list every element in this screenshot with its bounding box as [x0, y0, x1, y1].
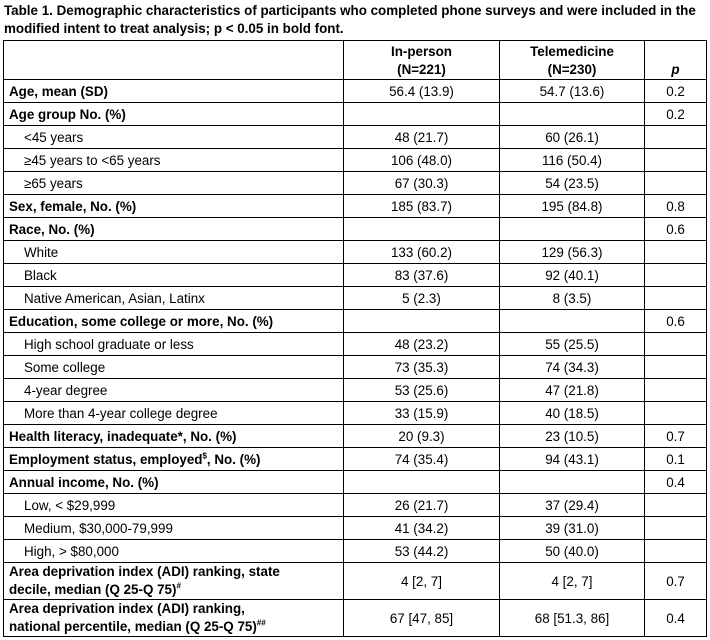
in-person-value: 20 (9.3)	[344, 425, 500, 448]
row-label: Native American, Asian, Latinx	[4, 287, 344, 310]
row-label	[4, 448, 344, 471]
row-label-line1: Area deprivation index (ADI) ranking, state	[9, 564, 280, 579]
p-value: 0.2	[645, 103, 707, 126]
in-person-value: 4 [2, 7]	[344, 563, 500, 600]
telemedicine-value: 54.7 (13.6)	[500, 80, 645, 103]
p-value: 0.4	[645, 471, 707, 494]
p-value: 0.1	[645, 448, 707, 471]
table-header-row	[4, 41, 707, 80]
in-person-value: 185 (83.7)	[344, 195, 500, 218]
telemedicine-value: 50 (40.0)	[500, 540, 645, 563]
table-row	[4, 517, 707, 540]
telemedicine-value: 47 (21.8)	[500, 379, 645, 402]
table-row	[4, 218, 707, 241]
telemedicine-value: 195 (84.8)	[500, 195, 645, 218]
row-label: Medium, $30,000-79,999	[4, 517, 344, 540]
p-value	[645, 494, 707, 517]
telemedicine-value	[500, 218, 645, 241]
row-label-text: Employment status, employed	[9, 451, 203, 467]
in-person-value: 67 [47, 85]	[344, 600, 500, 637]
p-value: 0.4	[645, 600, 707, 637]
row-label: Age, mean (SD)	[4, 80, 344, 103]
in-person-value: 73 (35.3)	[344, 356, 500, 379]
table-row	[4, 310, 707, 333]
row-label-line2: national percentile, median (Q 25-Q 75)	[9, 619, 257, 634]
in-person-value: 26 (21.7)	[344, 494, 500, 517]
telemedicine-value: 92 (40.1)	[500, 264, 645, 287]
p-value	[645, 517, 707, 540]
demographics-table	[3, 40, 707, 637]
in-person-value	[344, 218, 500, 241]
p-value: 0.8	[645, 195, 707, 218]
row-label: <45 years	[4, 126, 344, 149]
row-label: Sex, female, No. (%)	[4, 195, 344, 218]
header-in-person	[344, 41, 500, 80]
row-label: High school graduate or less	[4, 333, 344, 356]
table-row	[4, 563, 707, 600]
table-row	[4, 448, 707, 471]
table-row	[4, 80, 707, 103]
telemedicine-value: 39 (31.0)	[500, 517, 645, 540]
row-label: 4-year degree	[4, 379, 344, 402]
telemedicine-value: 68 [51.3, 86]	[500, 600, 645, 637]
in-person-value: 133 (60.2)	[344, 241, 500, 264]
row-label: Some college	[4, 356, 344, 379]
table-row	[4, 540, 707, 563]
table-row	[4, 471, 707, 494]
row-label: Low, < $29,999	[4, 494, 344, 517]
in-person-value: 106 (48.0)	[344, 149, 500, 172]
footnote-mark: ##	[256, 618, 266, 628]
telemedicine-value	[500, 103, 645, 126]
in-person-value	[344, 471, 500, 494]
p-value: 0.6	[645, 310, 707, 333]
p-value	[645, 172, 707, 195]
p-value	[645, 379, 707, 402]
p-value	[645, 402, 707, 425]
in-person-value: 41 (34.2)	[344, 517, 500, 540]
row-label: Annual income, No. (%)	[4, 471, 344, 494]
p-value	[645, 241, 707, 264]
row-label	[4, 600, 344, 637]
row-label: White	[4, 241, 344, 264]
table-row	[4, 379, 707, 402]
table-row	[4, 103, 707, 126]
p-value: 0.7	[645, 425, 707, 448]
row-label: More than 4-year college degree	[4, 402, 344, 425]
table-row	[4, 126, 707, 149]
p-value: 0.6	[645, 218, 707, 241]
table-row	[4, 600, 707, 637]
in-person-value: 83 (37.6)	[344, 264, 500, 287]
header-telemedicine-name: Telemedicine	[530, 44, 614, 59]
in-person-value: 48 (21.7)	[344, 126, 500, 149]
in-person-value: 74 (35.4)	[344, 448, 500, 471]
row-label-text-suffix: , No. (%)	[206, 451, 261, 467]
row-label: Health literacy, inadequate*, No. (%)	[4, 425, 344, 448]
in-person-value: 48 (23.2)	[344, 333, 500, 356]
table-row	[4, 172, 707, 195]
row-label-line2: decile, median (Q 25-Q 75)	[9, 582, 177, 597]
p-value	[645, 333, 707, 356]
telemedicine-value: 60 (26.1)	[500, 126, 645, 149]
p-value	[645, 126, 707, 149]
telemedicine-value: 23 (10.5)	[500, 425, 645, 448]
in-person-value: 53 (25.6)	[344, 379, 500, 402]
row-label: Age group No. (%)	[4, 103, 344, 126]
p-value	[645, 287, 707, 310]
p-value: 0.7	[645, 563, 707, 600]
table-row	[4, 195, 707, 218]
telemedicine-value: 8 (3.5)	[500, 287, 645, 310]
telemedicine-value: 74 (34.3)	[500, 356, 645, 379]
header-in-person-name: In-person	[390, 44, 452, 59]
telemedicine-value: 40 (18.5)	[500, 402, 645, 425]
in-person-value	[344, 310, 500, 333]
p-value	[645, 149, 707, 172]
header-telemedicine-n: (N=230)	[547, 62, 597, 77]
telemedicine-value	[500, 310, 645, 333]
table-row	[4, 356, 707, 379]
table-row	[4, 264, 707, 287]
table-row	[4, 287, 707, 310]
telemedicine-value: 54 (23.5)	[500, 172, 645, 195]
row-label-line1: Area deprivation index (ADI) ranking,	[9, 601, 245, 616]
row-label	[4, 563, 344, 600]
table-row	[4, 494, 707, 517]
in-person-value: 5 (2.3)	[344, 287, 500, 310]
header-label-cell	[4, 41, 344, 80]
row-label: High, > $80,000	[4, 540, 344, 563]
row-label: Black	[4, 264, 344, 287]
telemedicine-value: 37 (29.4)	[500, 494, 645, 517]
header-telemedicine	[500, 41, 645, 80]
table-row	[4, 425, 707, 448]
in-person-value: 56.4 (13.9)	[344, 80, 500, 103]
row-label: ≥45 years to <65 years	[4, 149, 344, 172]
p-value	[645, 540, 707, 563]
header-in-person-n: (N=221)	[397, 62, 446, 77]
row-label: Race, No. (%)	[4, 218, 344, 241]
table-row	[4, 241, 707, 264]
telemedicine-value: 55 (25.5)	[500, 333, 645, 356]
footnote-mark: #	[176, 581, 181, 591]
p-value	[645, 264, 707, 287]
table-row	[4, 402, 707, 425]
p-value	[645, 356, 707, 379]
telemedicine-value: 129 (56.3)	[500, 241, 645, 264]
in-person-value: 33 (15.9)	[344, 402, 500, 425]
in-person-value: 67 (30.3)	[344, 172, 500, 195]
header-p-value: p	[645, 41, 707, 80]
in-person-value	[344, 103, 500, 126]
row-label: Education, some college or more, No. (%)	[4, 310, 344, 333]
telemedicine-value: 4 [2, 7]	[500, 563, 645, 600]
table-row	[4, 333, 707, 356]
table-row	[4, 149, 707, 172]
p-value: 0.2	[645, 80, 707, 103]
telemedicine-value	[500, 471, 645, 494]
telemedicine-value: 94 (43.1)	[500, 448, 645, 471]
telemedicine-value: 116 (50.4)	[500, 149, 645, 172]
footnote-mark: $	[202, 451, 207, 461]
in-person-value: 53 (44.2)	[344, 540, 500, 563]
table-caption: Table 1. Demographic characteristics of participants who completed phone surveys and were included in the modified intent to treat analysis; p < 0.05 in bold font.	[4, 3, 696, 36]
row-label: ≥65 years	[4, 172, 344, 195]
